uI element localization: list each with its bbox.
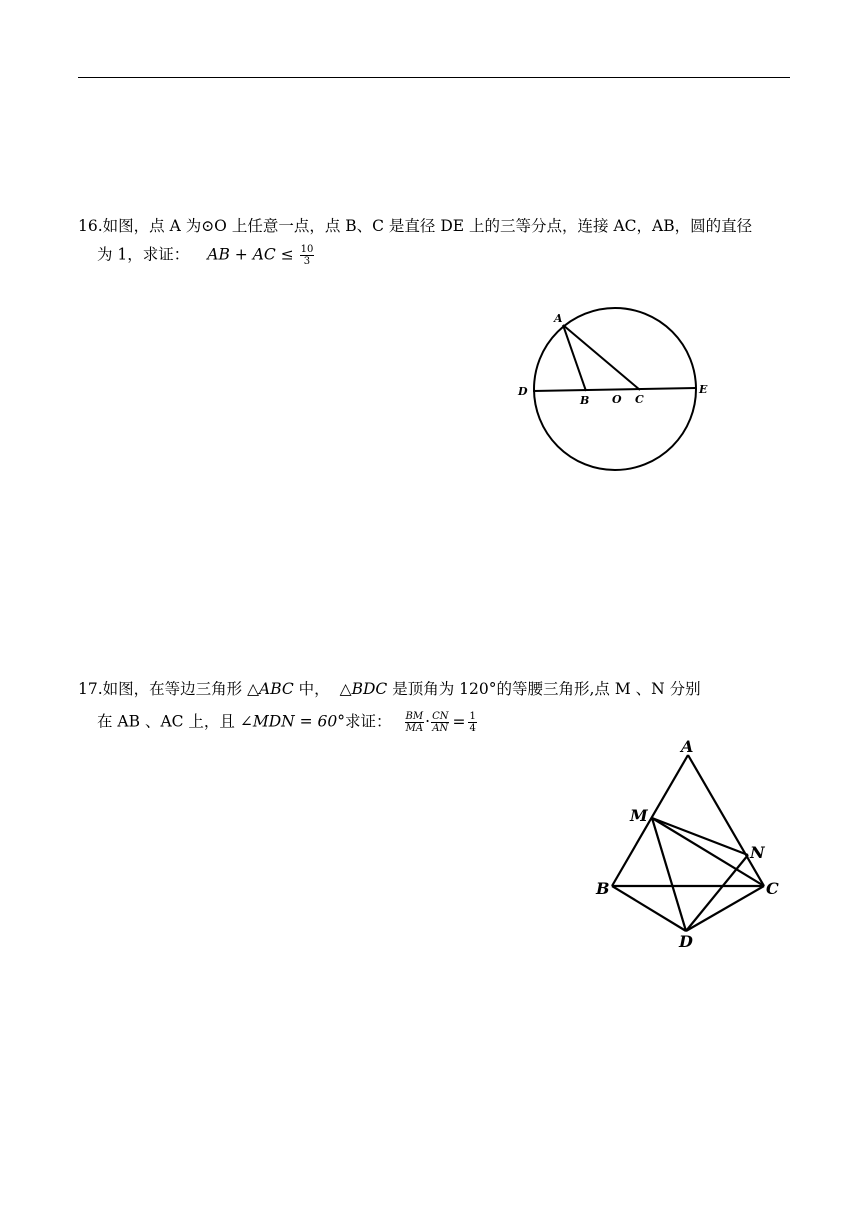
q17-fraction-one-quarter	[468, 711, 476, 734]
segment-nd	[686, 855, 748, 931]
q17-f3-numerator: 1	[469, 711, 476, 722]
q17-dot: ·	[425, 712, 431, 731]
q17-f3-denominator: 4	[469, 723, 476, 734]
segment-mn	[652, 818, 748, 855]
q17-fraction-bm-ma	[405, 711, 425, 734]
label-o: O	[612, 393, 622, 406]
q16-line2-prefix: 为 1，求证：	[97, 245, 190, 264]
q17-triangle-bdc: △BDC	[339, 680, 388, 698]
label-m: M	[630, 806, 648, 825]
label-n: N	[750, 843, 765, 862]
q17-fraction-cn-an	[431, 711, 449, 734]
label-b: B	[580, 394, 590, 407]
label-a: A	[681, 737, 694, 756]
label-b: B	[596, 879, 610, 898]
q17-angle: ∠MDN = 60°	[239, 712, 346, 731]
q16-fraction	[300, 244, 315, 267]
q17-triangle-abc: △ABC	[247, 680, 294, 698]
q16-circle-figure	[510, 305, 720, 480]
q16-fraction-denominator: 3	[303, 256, 311, 267]
label-a: A	[554, 312, 563, 325]
q17-f1-denominator: MA	[405, 723, 424, 734]
q17-line2-a: 在 AB 、AC 上，且	[97, 712, 240, 731]
q16-expression: AB + AC ≤	[207, 245, 299, 264]
q17-text-line2	[97, 711, 478, 734]
diameter-de	[533, 388, 696, 391]
q17-line1-a: 17.如图，在等边三角形	[78, 680, 248, 698]
q17-triangle-figure	[590, 735, 790, 955]
label-c: C	[766, 879, 779, 898]
header-rule	[78, 77, 790, 78]
q17-f2-numerator: CN	[432, 711, 449, 722]
q17-f1-numerator: BM	[405, 711, 424, 722]
label-d: D	[679, 932, 693, 951]
label-d: D	[518, 385, 528, 398]
side-ab	[612, 755, 688, 886]
q16-fraction-numerator: 10	[300, 244, 314, 255]
segment-cd	[686, 886, 764, 931]
q17-text-line1	[78, 679, 701, 699]
label-e: E	[699, 383, 708, 396]
q17-equals: =	[452, 712, 466, 731]
label-c: C	[635, 393, 644, 406]
q17-line2-b: 求证：	[345, 712, 392, 731]
q17-line1-b: 中，	[293, 680, 330, 698]
q17-line1-c: 是顶角为 120°的等腰三角形,点 M 、N 分别	[387, 680, 701, 698]
q16-text-line2	[97, 244, 315, 267]
q17-f2-denominator: AN	[432, 723, 449, 734]
q16-text-line1: 16.如图，点 A 为⊙O 上任意一点，点 B、C 是直径 DE 上的三等分点，连接 AC，AB，圆的直径	[78, 217, 753, 235]
side-ac	[688, 755, 764, 886]
